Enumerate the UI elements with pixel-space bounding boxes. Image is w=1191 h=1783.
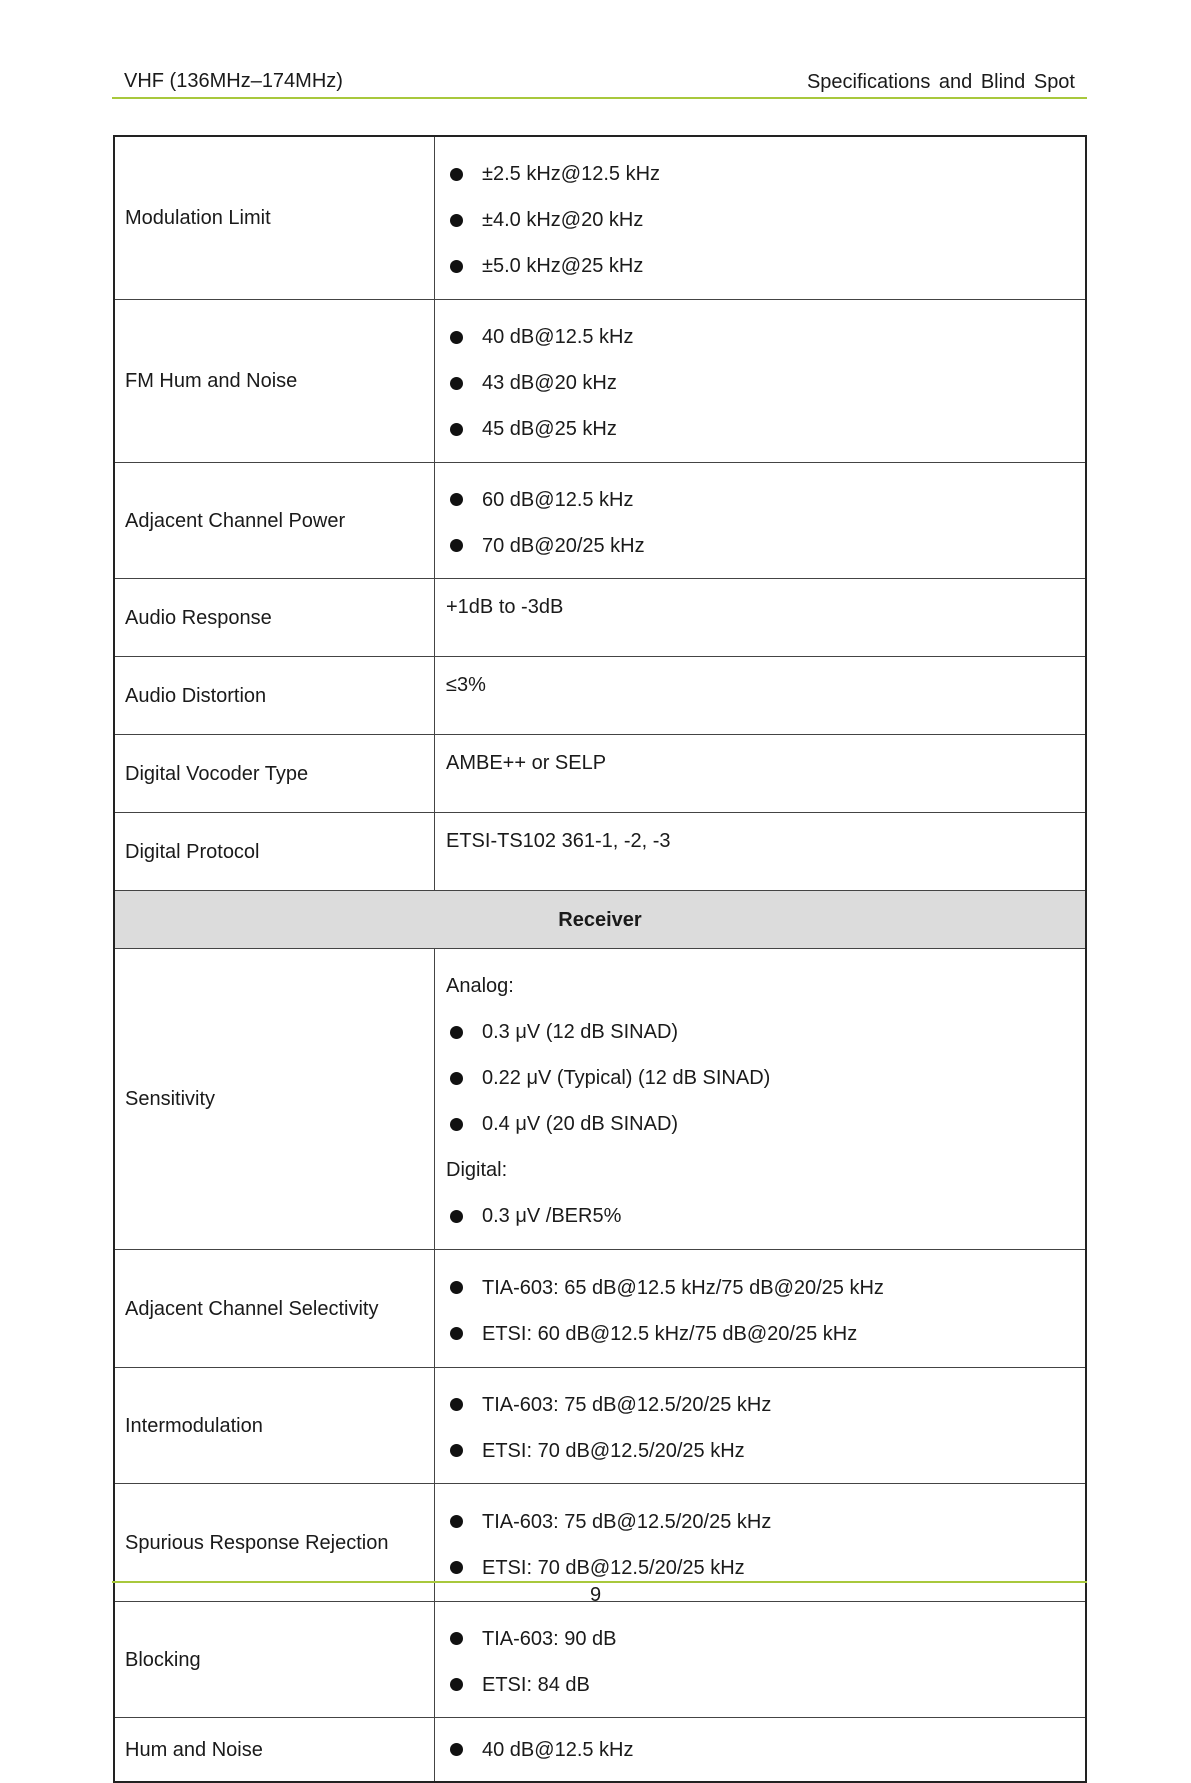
bullet-text: 70 dB@20/25 kHz: [482, 534, 645, 557]
bullet-icon: [450, 1444, 463, 1457]
row-value: ETSI-TS102 361-1, -2, -3: [435, 813, 1087, 891]
bullet-icon: [450, 1210, 463, 1223]
bullet-text: ETSI: 60 dB@12.5 kHz/75 dB@20/25 kHz: [482, 1322, 858, 1345]
bullet-item: [446, 1616, 1075, 1662]
bullet-item: [446, 1101, 1075, 1147]
bullet-item: [446, 1265, 1075, 1311]
bullet-text: TIA-603: 90 dB: [482, 1627, 617, 1650]
bullet-icon: [450, 1327, 463, 1340]
bullet-item: [446, 1662, 1075, 1708]
row-label: Audio Distortion: [114, 657, 435, 735]
row-label: Audio Response: [114, 579, 435, 657]
bullet-text: ±5.0 kHz@25 kHz: [482, 255, 644, 277]
bullet-item: [446, 477, 1075, 523]
row-value: [435, 949, 1087, 1250]
header-right-title: Specifications and Blind Spot: [806, 71, 1075, 93]
header-rule: [112, 97, 1087, 99]
bullet-icon: [450, 1072, 463, 1085]
table-row: [114, 1368, 1086, 1484]
bullet-text: 43 dB@20 kHz: [482, 372, 617, 394]
table-row: [114, 813, 1086, 891]
row-value: [435, 1718, 1087, 1783]
bullet-icon: [450, 1515, 463, 1528]
bullet-text: TIA-603: 65 dB@12.5 kHz/75 dB@20/25 kHz: [482, 1276, 884, 1299]
bullet-text: 0.3 μV (12 dB SINAD): [482, 1021, 679, 1043]
row-label: Adjacent Channel Selectivity: [114, 1250, 435, 1368]
bullet-text: 0.22 μV (Typical) (12 dB SINAD): [482, 1067, 771, 1089]
row-label: Hum and Noise: [114, 1718, 435, 1783]
bullet-icon: [450, 1678, 463, 1691]
bullet-icon: [450, 214, 463, 227]
bullet-icon: [450, 1026, 463, 1039]
page-number: 9: [589, 1584, 602, 1606]
table-row: [114, 579, 1086, 657]
bullet-icon: [450, 539, 463, 552]
bullet-icon: [450, 260, 463, 273]
bullet-icon: [450, 1281, 463, 1294]
bullet-item: [446, 243, 1075, 289]
bullet-text: 45 dB@25 kHz: [482, 418, 617, 440]
bullet-item: [446, 314, 1075, 360]
table-row: [114, 136, 1086, 300]
sub-heading: Analog:: [446, 975, 514, 997]
bullet-item: [446, 523, 1075, 569]
bullet-icon: [450, 1632, 463, 1645]
table-row: [114, 735, 1086, 813]
row-label: Digital Protocol: [114, 813, 435, 891]
bullet-item: [446, 1499, 1075, 1545]
bullet-icon: [450, 1561, 463, 1574]
bullet-icon: [450, 1743, 463, 1756]
row-label: Sensitivity: [114, 949, 435, 1250]
row-label: Spurious Response Rejection: [114, 1484, 435, 1602]
table-row: [114, 1250, 1086, 1368]
bullet-text: TIA-603: 75 dB@12.5/20/25 kHz: [482, 1393, 772, 1416]
table-row: [114, 300, 1086, 463]
bullet-item: [446, 197, 1075, 243]
row-value: AMBE++ or SELP: [435, 735, 1087, 813]
bullet-text: ±2.5 kHz@12.5 kHz: [482, 163, 661, 185]
row-value: [435, 300, 1087, 463]
bullet-icon: [450, 1118, 463, 1131]
bullet-text: ETSI: 84 dB: [482, 1673, 590, 1696]
row-value: [435, 1368, 1087, 1484]
sub-heading: Digital:: [446, 1159, 508, 1181]
bullet-item: [446, 1009, 1075, 1055]
bullet-item: [446, 1428, 1075, 1474]
bullet-item: [446, 1727, 1075, 1773]
bullet-text: 60 dB@12.5 kHz: [482, 488, 634, 511]
bullet-text: TIA-603: 75 dB@12.5/20/25 kHz: [482, 1510, 772, 1533]
bullet-icon: [450, 331, 463, 344]
bullet-icon: [450, 377, 463, 390]
bullet-item: [446, 1311, 1075, 1357]
row-value: [435, 1602, 1087, 1718]
section-heading-receiver: Receiver: [114, 891, 1086, 949]
table-row: [114, 1718, 1086, 1783]
bullet-text: 40 dB@12.5 kHz: [482, 326, 634, 348]
bullet-item: [446, 1055, 1075, 1101]
table-row: [114, 657, 1086, 735]
bullet-item: [446, 151, 1075, 197]
table-row: [114, 1602, 1086, 1718]
bullet-text: ETSI: 70 dB@12.5/20/25 kHz: [482, 1439, 745, 1462]
row-value: [435, 136, 1087, 300]
bullet-text: 0.3 μV /BER5%: [482, 1205, 622, 1227]
bullet-item: [446, 360, 1075, 406]
section-row: [114, 891, 1086, 949]
bullet-item: [446, 1382, 1075, 1428]
row-value: +1dB to -3dB: [435, 579, 1087, 657]
row-label: Blocking: [114, 1602, 435, 1718]
row-value: ≤3%: [435, 657, 1087, 735]
spec-table: [113, 135, 1087, 1783]
bullet-text: ±4.0 kHz@20 kHz: [482, 209, 644, 231]
header-left-title: VHF (136MHz–174MHz): [124, 70, 343, 92]
bullet-icon: [450, 1398, 463, 1411]
row-label: Digital Vocoder Type: [114, 735, 435, 813]
bullet-text: 40 dB@12.5 kHz: [482, 1738, 634, 1761]
bullet-text: 0.4 μV (20 dB SINAD): [482, 1113, 679, 1135]
bullet-item: [446, 406, 1075, 452]
row-value: [435, 1250, 1087, 1368]
table-row: [114, 463, 1086, 579]
bullet-icon: [450, 423, 463, 436]
table-row: [114, 949, 1086, 1250]
row-label: Modulation Limit: [114, 136, 435, 300]
row-label: FM Hum and Noise: [114, 300, 435, 463]
bullet-item: [446, 1193, 1075, 1239]
bullet-text: ETSI: 70 dB@12.5/20/25 kHz: [482, 1556, 745, 1579]
row-value: [435, 463, 1087, 579]
footer-rule: [112, 1581, 1087, 1583]
row-label: Intermodulation: [114, 1368, 435, 1484]
bullet-icon: [450, 493, 463, 506]
row-label: Adjacent Channel Power: [114, 463, 435, 579]
bullet-icon: [450, 168, 463, 181]
